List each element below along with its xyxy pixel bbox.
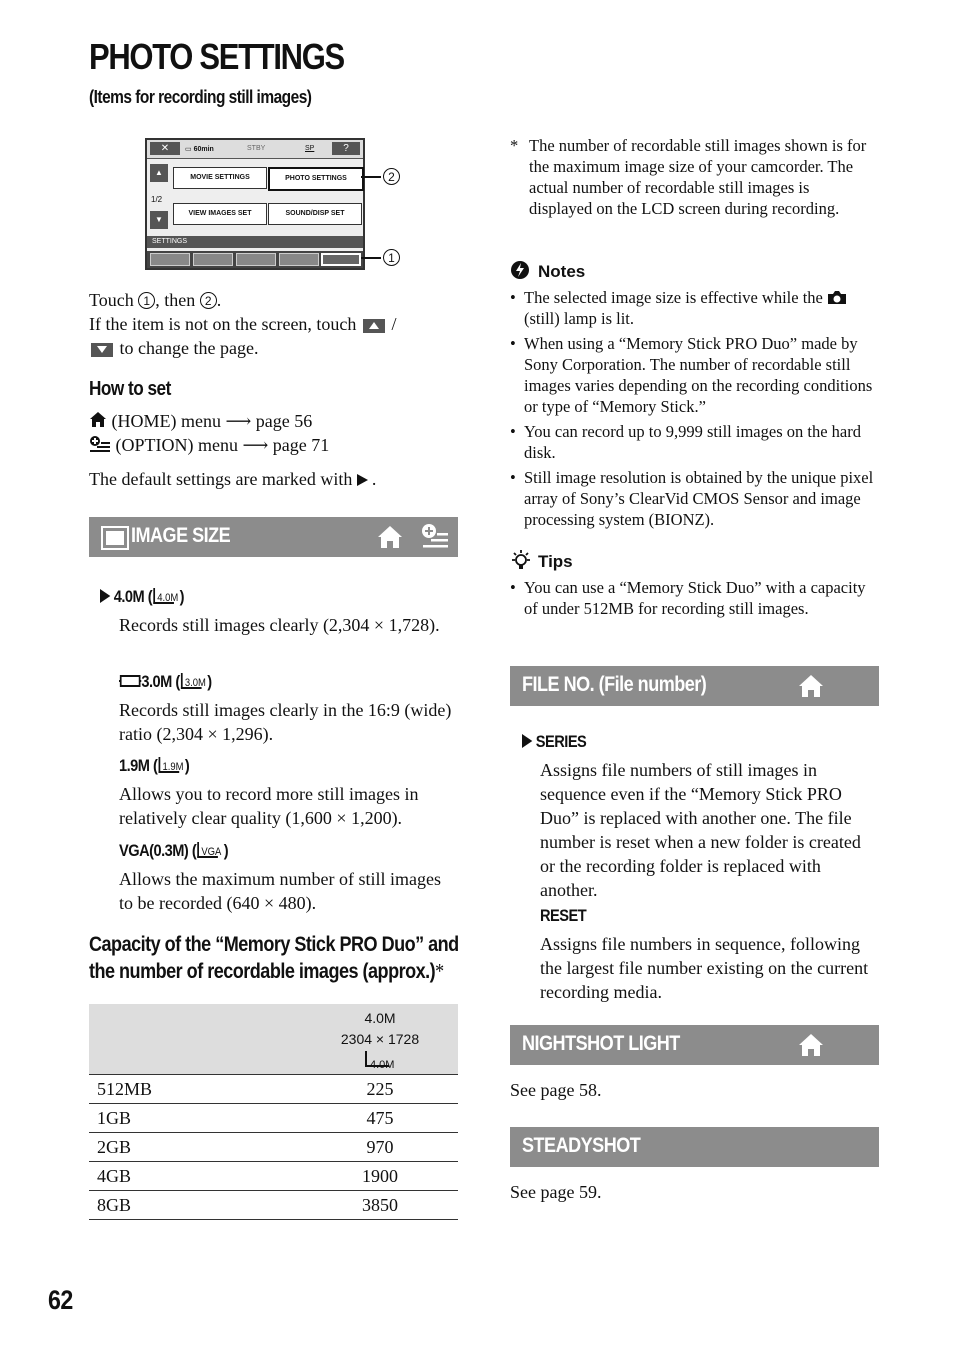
view-images-set-button: VIEW IMAGES SET [173, 203, 267, 225]
home-icon [798, 674, 824, 698]
table-cell-count: 3850 [302, 1191, 458, 1220]
arrow-icon: ⟶ [225, 411, 252, 431]
table-cell-media: 8GB [89, 1191, 302, 1220]
table-cell-count: 1900 [302, 1162, 458, 1191]
size-3m-icon: 3.0M [180, 673, 208, 689]
page-title: PHOTO SETTINGS [89, 36, 344, 77]
table-cell-count: 475 [302, 1104, 458, 1133]
list-item: • When using a “Memory Stick PRO Duo” made by Sony Corporation. The number of recordable still images varies depending on the recording conditions or type of “Memory Stick.” [510, 333, 882, 417]
image-size-bar [89, 517, 458, 557]
file-no-reset-desc: Assigns file numbers in sequence, following the largest file number existing on the current recording media. [540, 934, 869, 1002]
table-cell-media: 512MB [89, 1075, 302, 1104]
steadyshot-text: See page 59. [510, 1182, 602, 1202]
size-1-9m-icon: 1.9M [157, 757, 185, 773]
how-to-set-text: (HOME) menu ⟶ page 56 (OPTION) menu ⟶ page 71 The default settings are marked with . [89, 411, 377, 489]
size-vga-icon: VGA [196, 842, 224, 858]
sound-disp-set-button: SOUND/DISP SET [268, 203, 362, 225]
size-4m-icon: 4.0M [364, 1051, 396, 1067]
table-row [89, 1133, 458, 1162]
default-marker-icon [357, 474, 368, 486]
home-icon [798, 1033, 824, 1057]
image-size-item-3m: 3.0M ( 3.0M ) [119, 672, 227, 692]
nightshot-text: See page 58. [510, 1080, 602, 1100]
page-subtitle: (Items for recording still images) [89, 87, 312, 107]
image-size-desc-1-9m: Allows you to record more still images in relatively clear quality (1,600 × 1,200). [119, 784, 419, 828]
table-row [89, 1075, 458, 1104]
home-icon [89, 411, 107, 428]
file-no-reset-label: RESET [540, 906, 587, 925]
footnote-text: The number of recordable still images shown is for the maximum image size of your camcorder. The actual number of recordable still images is displayed on the LCD screen during recording. [529, 136, 867, 218]
option-icon [421, 523, 449, 549]
wide-icon [119, 673, 141, 689]
callout-1: 1 [383, 249, 400, 266]
lcd-body [147, 159, 363, 251]
size-4m-icon: 4.0M [152, 588, 180, 604]
print-tab-icon [279, 253, 319, 266]
how-to-set-heading: How to set [89, 378, 171, 400]
camera-icon [827, 290, 847, 305]
lightbulb-icon [510, 549, 532, 571]
help-icon: ? [332, 142, 360, 155]
image-size-item-vga: VGA(0.3M) ( VGA ) [119, 841, 229, 860]
image-size-desc-vga: Allows the maximum number of still images to be recorded (640 × 480). [119, 869, 441, 913]
movie-settings-button: MOVIE SETTINGS [173, 167, 267, 189]
file-no-series-label: SERIES [522, 732, 586, 752]
capacity-heading: Capacity of the “Memory Stick PRO Duo” and the number of recordable images (approx.)* [89, 933, 459, 983]
image-size-item-1-9m: 1.9M ( 1.9M ) [119, 756, 190, 775]
capacity-table [89, 1004, 458, 1220]
option-icon [89, 435, 111, 453]
default-marker-icon [100, 589, 110, 603]
close-icon: ✕ [150, 142, 180, 155]
page-up-icon: ▲ [150, 164, 168, 182]
notes-list [510, 287, 882, 534]
list-item: • You can record up to 9,999 still images on the hard disk. [510, 421, 882, 463]
home-icon [377, 525, 403, 549]
toolbox-tab-icon [321, 253, 361, 266]
lcd-tab-bar [147, 251, 363, 268]
notes-heading-row: Notes [510, 260, 585, 282]
arrow-icon: ⟶ [242, 435, 269, 455]
table-header-empty [89, 1004, 302, 1075]
table-row [89, 1162, 458, 1191]
table-row [89, 1191, 458, 1220]
table-header-row [89, 1004, 458, 1075]
photo-settings-button: PHOTO SETTINGS [268, 167, 364, 191]
lcd-page-indicator: 1/2 [151, 195, 163, 204]
intro-text: Touch 1 , then 2 . If the item is not on the screen, touch / to change the page. [89, 290, 397, 358]
list-item: • You can use a “Memory Stick Duo” with a capacity of under 512MB for recording still images. [510, 577, 870, 619]
callout-line-1 [361, 257, 381, 259]
table-cell-media: 4GB [89, 1162, 302, 1191]
sp-indicator: SP [305, 145, 315, 152]
nightshot-heading: NIGHTSHOT LIGHT [522, 1032, 680, 1055]
table-cell-count: 225 [302, 1075, 458, 1104]
image-size-item-4m: 4.0M ( 4.0M ) [100, 587, 198, 607]
file-no-heading: FILE NO. (File number) [522, 673, 707, 696]
file-no-bar [510, 666, 879, 706]
stby-indicator: STBY [247, 145, 266, 152]
callout-2: 2 [383, 168, 400, 185]
callout-line-2 [361, 176, 381, 178]
notes-icon [510, 260, 530, 280]
nightshot-bar [510, 1025, 879, 1065]
page-down-icon: ▼ [150, 211, 168, 229]
file-no-series-desc: Assigns file numbers of still images in sequence even if the “Memory Stick PRO Duo” is replaced with another one. The file number is reset when a new folder is created or the recording folder is replaced with another. [540, 760, 861, 900]
play-tab-icon [193, 253, 233, 266]
steadyshot-heading: STEADYSHOT [522, 1134, 641, 1157]
list-item: • The selected image size is effective while the (still) lamp is lit. [510, 287, 882, 329]
image-size-icon [101, 526, 129, 550]
scroll-up-icon [363, 319, 385, 333]
default-marker-icon [522, 734, 532, 748]
lcd-settings-label: SETTINGS [147, 236, 363, 248]
image-size-desc-4m: Records still images clearly (2,304 × 1,728). [119, 615, 440, 635]
tips-list [510, 577, 870, 623]
circle-1: 1 [138, 292, 155, 309]
circle-2: 2 [200, 292, 217, 309]
table-header-4m: 4.0M 2304 × 1728 4.0M [302, 1004, 458, 1075]
table-cell-media: 2GB [89, 1133, 302, 1162]
image-size-desc-3m: Records still images clearly in the 16:9 (wide) ratio (2,304 × 1,296). [119, 700, 452, 744]
camera-tab-icon [150, 253, 190, 266]
scroll-down-icon [91, 343, 113, 357]
list-tab-icon [236, 253, 276, 266]
image-size-heading: IMAGE SIZE [131, 524, 231, 547]
footnote-mark: * [510, 136, 519, 155]
page-number: 62 [48, 1285, 73, 1315]
tips-heading-row: Tips [510, 549, 573, 572]
battery-indicator: ▭ 60min [185, 146, 214, 153]
list-item: • Still image resolution is obtained by the unique pixel array of Sony’s ClearVid CMOS Sensor and image processing system (BIONZ). [510, 467, 882, 530]
table-cell-media: 1GB [89, 1104, 302, 1133]
table-cell-count: 970 [302, 1133, 458, 1162]
table-row [89, 1104, 458, 1133]
lcd-screen-illustration [145, 138, 365, 270]
steadyshot-bar [510, 1127, 879, 1167]
lcd-top-bar [147, 140, 363, 159]
